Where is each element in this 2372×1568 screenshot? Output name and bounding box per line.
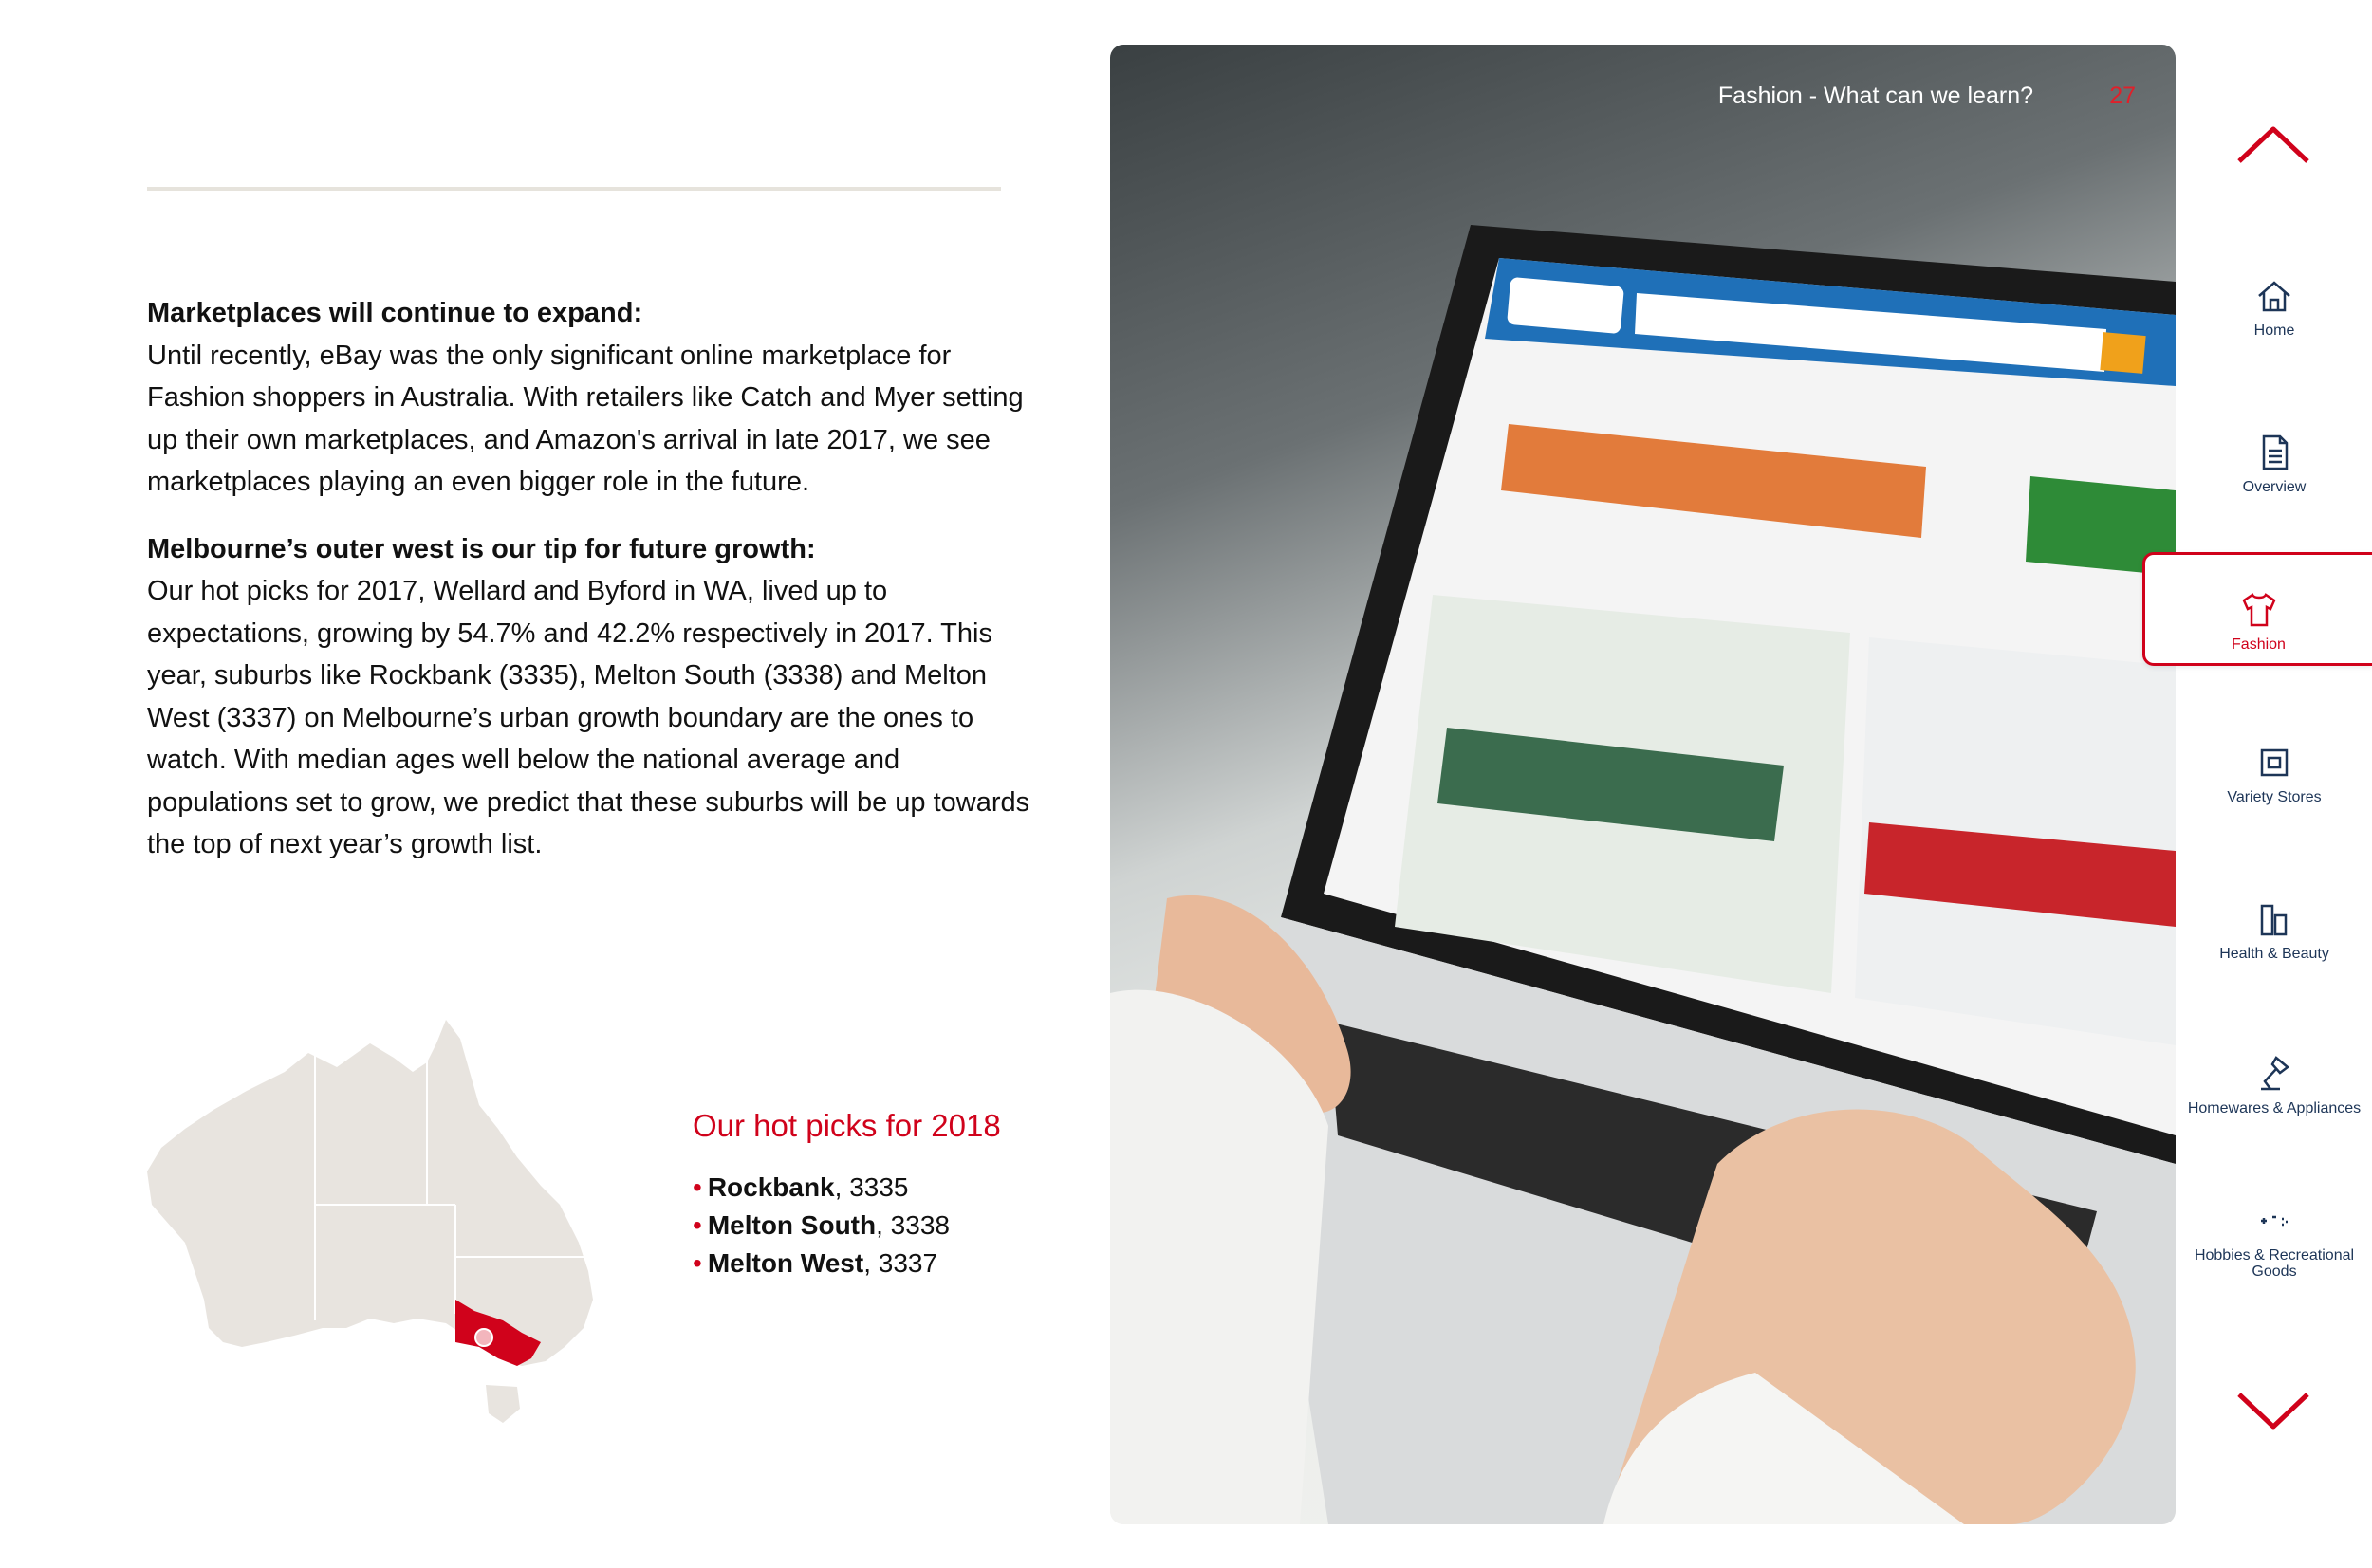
sidebar-item-label: Hobbies & Recreational Goods <box>2194 1247 2355 1280</box>
hot-picks <box>693 1108 1072 1282</box>
sidebar-item-label: Homewares & Appliances <box>2187 1100 2362 1116</box>
photo-illustration <box>1110 45 2176 1524</box>
sidebar-item-label: Home <box>2253 323 2295 339</box>
page-number: 27 <box>2109 83 2136 109</box>
sidebar-item-label: Overview <box>2242 479 2307 495</box>
store-icon <box>2253 742 2295 784</box>
list-item: • Melton South, 3338 <box>693 1210 950 1240</box>
australia-map <box>142 1015 607 1432</box>
australia-mainland <box>147 1020 593 1366</box>
list-item: • Rockbank, 3335 <box>693 1172 909 1202</box>
sidebar-item-fashion[interactable] <box>2142 552 2372 666</box>
text-melbourne: Our hot picks for 2017, Wellard and Byford in WA, lived up to expectations, growing by 54.7% and 42.2% respectively in 2017. This year, suburbs like Rockbank (3335), Melton South (3338) and Melton West (3337) on Melbourne’s urban growth boundary are the ones to watch. With median ages well below the national average and populations set to grow, we predict that these suburbs will be up towards the top of next year’s growth list. <box>147 576 1030 859</box>
sidebar-item-label: Fashion <box>2232 636 2286 653</box>
text-marketplaces: Until recently, eBay was the only significant online marketplace for Fashion shoppers in Australia. With retailers like Catch and Myer setting up their own marketplaces, and Amazon's arrival in late 2017, we see marketplaces playing an even bigger role in the future. <box>147 340 1024 497</box>
body-text <box>147 292 1039 891</box>
section-title: Fashion - What can we learn? <box>1717 83 2033 109</box>
laptop-photo <box>1110 45 2176 1524</box>
sidebar-item-health-beauty[interactable] <box>2177 898 2372 1022</box>
document-icon <box>2253 432 2295 473</box>
sidebar-nav <box>2177 0 2372 1568</box>
tshirt-icon <box>2238 589 2280 631</box>
home-icon <box>2253 275 2295 317</box>
paragraph-marketplaces <box>147 292 1039 504</box>
previous-page-button[interactable] <box>2233 121 2313 169</box>
melbourne-marker <box>475 1329 492 1346</box>
gamepad-icon <box>2253 1200 2295 1242</box>
bottles-icon <box>2253 898 2295 940</box>
tasmania <box>486 1385 520 1423</box>
hot-picks-list <box>693 1169 1072 1282</box>
sidebar-item-hobbies[interactable] <box>2177 1200 2372 1323</box>
divider-rule <box>147 187 1001 191</box>
list-item: • Melton West, 3337 <box>693 1248 938 1278</box>
sidebar-item-label: Health & Beauty <box>2219 946 2329 962</box>
sidebar-item-overview[interactable] <box>2177 432 2372 555</box>
hot-picks-title: Our hot picks for 2018 <box>693 1108 1001 1143</box>
sidebar-item-homewares[interactable] <box>2177 1053 2372 1176</box>
paragraph-melbourne <box>147 528 1039 866</box>
next-page-button[interactable] <box>2233 1387 2313 1434</box>
chevron-down-icon <box>2233 1387 2313 1434</box>
sidebar-item-variety-stores[interactable] <box>2177 742 2372 865</box>
sidebar-item-home[interactable] <box>2177 275 2372 398</box>
lamp-icon <box>2253 1053 2295 1095</box>
chevron-up-icon <box>2233 121 2313 169</box>
heading-marketplaces: Marketplaces will continue to expand: <box>147 298 643 328</box>
heading-melbourne: Melbourne’s outer west is our tip for future growth: <box>147 533 816 564</box>
sidebar-item-label: Variety Stores <box>2227 789 2322 805</box>
